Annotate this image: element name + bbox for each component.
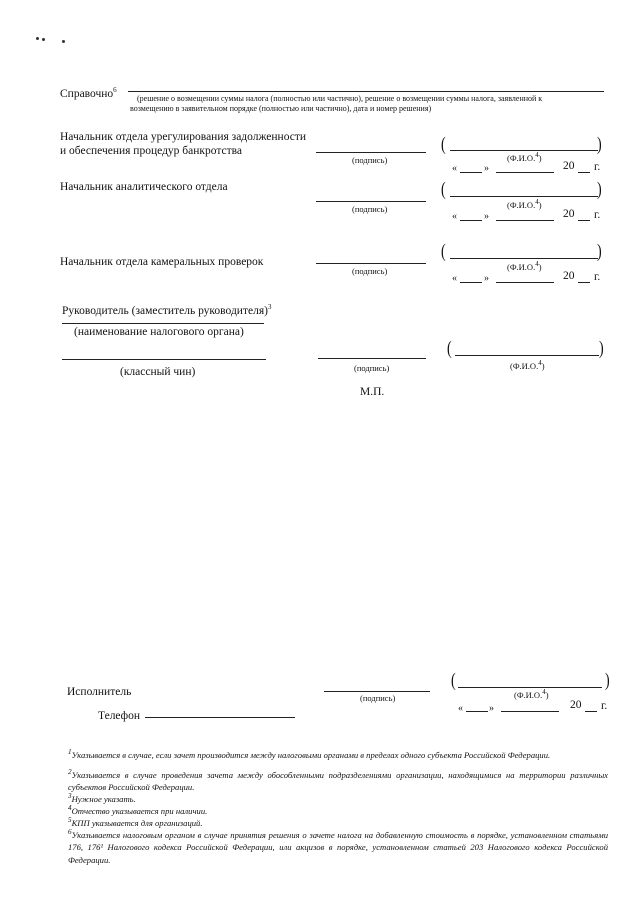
- signature-line[interactable]: [316, 152, 426, 153]
- date-year-prefix: 20: [563, 208, 575, 220]
- fio-line[interactable]: [450, 196, 598, 197]
- date-day-line[interactable]: [460, 282, 482, 283]
- signature-caption: (подпись): [354, 363, 390, 373]
- date-day-line[interactable]: [460, 220, 482, 221]
- org-caption: (наименование налогового органа): [74, 326, 244, 338]
- date-open-quote: «: [458, 703, 463, 714]
- signature-line[interactable]: [324, 691, 430, 692]
- signature-caption: (подпись): [352, 204, 388, 214]
- fio-open-paren: (: [441, 242, 446, 263]
- fio-caption: (Ф.И.О.$^4$): [507, 151, 542, 163]
- date-close-quote: »: [484, 211, 489, 222]
- fio-caption: (Ф.И.О.$^4$): [507, 198, 542, 210]
- footnote: $^5$КПП указывается для организаций.: [68, 816, 203, 828]
- date-year-prefix: 20: [570, 699, 582, 711]
- signature-line[interactable]: [318, 358, 426, 359]
- date-close-quote: »: [484, 163, 489, 174]
- date-day-line[interactable]: [466, 711, 488, 712]
- signature-line[interactable]: [316, 201, 426, 202]
- signer-title-line2: и обеспечения процедур банкротства: [60, 145, 243, 157]
- signature-caption: (подпись): [352, 266, 388, 276]
- head-title: Руководитель (заместитель руководителя)$^3$: [62, 303, 272, 317]
- date-close-quote: »: [484, 273, 489, 284]
- fio-open-paren: (: [451, 671, 456, 692]
- date-month-line[interactable]: [496, 172, 554, 173]
- date-year-suffix: г.: [594, 209, 601, 221]
- scan-speck: [62, 40, 65, 43]
- date-year-suffix: г.: [594, 271, 601, 283]
- footnote: $^3$Нужное указать.: [68, 792, 136, 804]
- date-month-line[interactable]: [496, 282, 554, 283]
- date-year-prefix: 20: [563, 160, 575, 172]
- stamp-placeholder: М.П.: [360, 386, 385, 398]
- date-open-quote: «: [452, 273, 457, 284]
- spravochno-fill-line[interactable]: [128, 91, 604, 92]
- date-year-suffix: г.: [601, 700, 608, 712]
- footnote: $^4$Отчество указывается при наличии.: [68, 804, 208, 816]
- signature-caption: (подпись): [360, 693, 396, 703]
- date-open-quote: «: [452, 163, 457, 174]
- fio-line[interactable]: [450, 258, 598, 259]
- fio-close-paren: ): [597, 180, 602, 201]
- date-year-prefix: 20: [563, 270, 575, 282]
- phone-line[interactable]: [145, 717, 295, 718]
- spravochno-label: Справочно$^6$: [60, 86, 117, 100]
- date-year-line[interactable]: [578, 220, 590, 221]
- signature-line[interactable]: [316, 263, 426, 264]
- scan-speck: [36, 37, 39, 40]
- fio-caption: (Ф.И.О.$^4$): [507, 260, 542, 272]
- signature-caption: (подпись): [352, 155, 388, 165]
- fio-open-paren: (: [441, 180, 446, 201]
- org-name-line[interactable]: [62, 323, 264, 324]
- date-month-line[interactable]: [496, 220, 554, 221]
- date-day-line[interactable]: [460, 172, 482, 173]
- rank-line[interactable]: [62, 359, 266, 360]
- fio-caption: (Ф.И.О.$^4$): [514, 688, 549, 700]
- fio-open-paren: (: [447, 339, 452, 360]
- fio-close-paren: ): [597, 242, 602, 263]
- date-open-quote: «: [452, 211, 457, 222]
- signer-title: Начальник аналитического отдела: [60, 181, 228, 193]
- footnote: $^1$Указывается в случае, если зачет производится между налоговыми органами в пределах одного субъекта Российской Федерации.: [68, 748, 551, 760]
- date-year-line[interactable]: [585, 711, 597, 712]
- fio-open-paren: (: [441, 135, 446, 156]
- date-close-quote: »: [489, 703, 494, 714]
- signer-title: Начальник отдела камеральных проверок: [60, 256, 264, 268]
- footnote: $^6$Указывается налоговым органом в случае принятия решения о зачете налога на добавленную стоимость в порядке, установленном статьями 176, 176¹ Налогового кодекса Российской Федерации, или акцизов в порядке, установленном статьей 203 Налогового кодекса Российской Федерации.: [68, 828, 608, 865]
- spravochno-caption-line1: (решение о возмещении суммы налога (полностью или частично), решение о возмещении суммы налога, заявленной к: [137, 94, 543, 103]
- spravochno-caption-line2: возмещению в заявительном порядке (полностью или частично), дата и номер решения): [130, 104, 432, 113]
- rank-caption: (классный чин): [120, 366, 196, 378]
- date-year-line[interactable]: [578, 282, 590, 283]
- fio-caption: (Ф.И.О.$^4$): [510, 359, 545, 371]
- signer-title: Начальник отдела урегулирования задолженности: [60, 131, 307, 143]
- date-month-line[interactable]: [501, 711, 559, 712]
- footnote: $^2$Указывается в случае проведения зачета между обособленными подразделениями организации, находящимися на территории различных субъектов Российской Федерации.: [68, 768, 608, 793]
- scan-speck: [42, 38, 45, 41]
- date-year-line[interactable]: [578, 172, 590, 173]
- date-year-suffix: г.: [594, 161, 601, 173]
- fio-close-paren: ): [599, 339, 604, 360]
- phone-label: Телефон: [98, 710, 141, 722]
- fio-line[interactable]: [455, 355, 599, 356]
- executor-label: Исполнитель: [67, 686, 132, 698]
- fio-close-paren: ): [605, 671, 610, 692]
- fio-close-paren: ): [597, 135, 602, 156]
